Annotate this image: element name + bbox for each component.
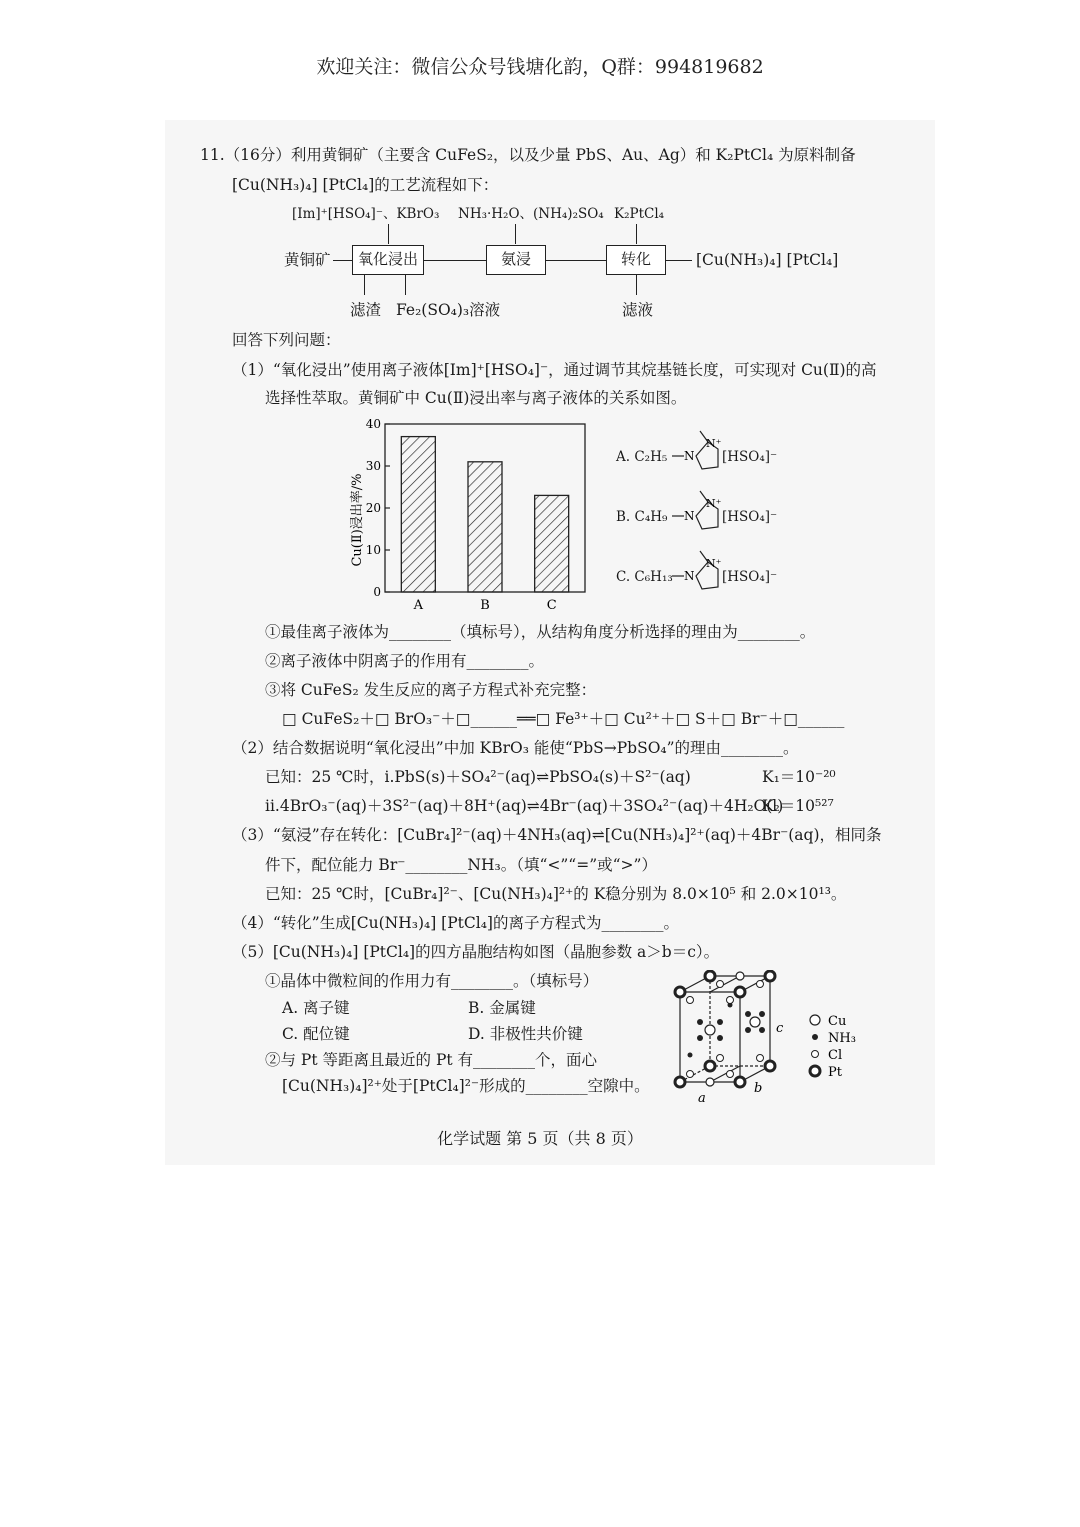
- ring-n-plus-label-a: N⁺: [706, 437, 722, 450]
- flow-arrow-3: [546, 260, 606, 261]
- flow-arrow-1: [333, 260, 352, 261]
- flow-arrow-reagent2: [515, 224, 516, 244]
- flow-arrow-4: [666, 260, 692, 261]
- legend-c-substituent: C. C₆H₁₃: [616, 569, 673, 585]
- part1-q2: ②离子液体中阴离子的作用有________。: [265, 652, 545, 670]
- bar-B: [468, 462, 502, 592]
- part5-line1: （5）[Cu(NH₃)₄] [PtCl₄]的四方晶胞结构如图（晶胞参数 a＞b＝c）。: [232, 943, 720, 961]
- y-tick-label: 40: [365, 417, 381, 431]
- part1-line2: 选择性萃取。黄铜矿中 Cu(Ⅱ)浸出率与离子液体的关系如图。: [265, 389, 687, 407]
- flow-arrow-reagent3: [636, 224, 637, 244]
- bar-C: [535, 495, 569, 592]
- part2-k2: K₂＝10⁵²⁷: [762, 797, 834, 815]
- part3-line3: 已知：25 ℃时，[CuBr₄]²⁻、[Cu(NH₃)₄]²⁺的 K稳分别为 8.0×10⁵ 和 2.0×10¹³。: [265, 885, 847, 903]
- ring-n-plus-label-c: N⁺: [706, 557, 722, 570]
- flow-arrow-out1a: [364, 275, 365, 295]
- x-category-label-C: C: [546, 598, 557, 613]
- legend-pt: Pt: [828, 1065, 842, 1080]
- page-header-watermark: 欢迎关注：微信公众号钱塘化韵，Q群：994819682: [316, 56, 764, 78]
- part1-equation: □ CuFeS₂＋□ BrO₃⁻＋□______══□ Fe³⁺＋□ Cu²⁺＋□ S＋□ Br⁻＋□______: [282, 710, 845, 728]
- flow-step-oxidative-leach: 氧化浸出: [352, 245, 424, 275]
- flow-reagent1: [Im]⁺[HSO₄]⁻、KBrO₃: [292, 206, 440, 222]
- flow-start: 黄铜矿: [284, 251, 331, 269]
- page-footer: 化学试题 第 5 页（共 8 页）: [437, 1129, 643, 1148]
- y-tick-label: 10: [365, 543, 381, 557]
- part2-k1: K₁＝10⁻²⁰: [762, 768, 836, 786]
- intro-text: 回答下列问题：: [232, 331, 341, 349]
- nh3-molecules: [688, 1003, 766, 1058]
- question-title-line2: [Cu(NH₃)₄] [PtCl₄]的工艺流程如下：: [232, 176, 499, 194]
- flow-arrow-reagent1: [388, 224, 389, 244]
- flow-reagent3: K₂PtCl₄: [614, 206, 665, 222]
- bar-A: [401, 437, 435, 592]
- part2-known-i: 已知：25 ℃时，i.PbS(s)＋SO₄²⁻(aq)⇌PbSO₄(s)＋S²⁻(aq): [265, 768, 691, 786]
- part5-q1: ①晶体中微粒间的作用力有________。（填标号）: [265, 972, 599, 990]
- legend-cl: Cl: [828, 1048, 843, 1063]
- ring-n-label-c: N: [684, 569, 695, 583]
- legend-cu: Cu: [828, 1014, 847, 1029]
- flow-out3: 滤液: [622, 301, 654, 319]
- part2-known-ii: ii.4BrO₃⁻(aq)＋3S²⁻(aq)＋8H⁺(aq)⇌4Br⁻(aq)＋3SO₄²⁻(aq)＋4H₂O(l): [265, 797, 784, 815]
- y-tick-label: 30: [365, 459, 381, 473]
- part2-line1: （2）结合数据说明“氧化浸出”中加 KBrO₃ 能使“PbS→PbSO₄”的理由________。: [232, 739, 799, 757]
- part3-line2: 件下，配位能力 Br⁻________NH₃。（填“<”“=”或“>”）: [265, 856, 657, 874]
- ring-n-plus-label-b: N⁺: [706, 497, 722, 510]
- flow-out1b: Fe₂(SO₄)₃溶液: [396, 301, 501, 319]
- part1-q3: ③将 CuFeS₂ 发生反应的离子方程式补充完整：: [265, 681, 597, 699]
- flow-arrow-out3: [636, 275, 637, 295]
- leach-rate-bar-chart: [345, 412, 600, 617]
- flow-step-ammonia-leach: 氨浸: [486, 245, 546, 275]
- question-title-line1: 11.（16分）利用黄铜矿（主要含 CuFeS₂，以及少量 PbS、Au、Ag）和 K₂PtCl₄ 为原料制备: [200, 146, 856, 164]
- x-category-label-A: A: [413, 598, 424, 613]
- legend-nh3: NH₃: [828, 1031, 856, 1046]
- flow-out1a: 滤渣: [350, 301, 382, 319]
- ring-n-label-a: N: [684, 449, 695, 463]
- crystal-cell-diagram: [668, 970, 878, 1110]
- part5-q2a: ②与 Pt 等距离且最近的 Pt 有________个，面心: [265, 1051, 598, 1069]
- flow-arrow-out1b: [405, 275, 406, 295]
- part5-option-c: C. 配位键: [282, 1025, 350, 1043]
- lattice-label-b: b: [754, 1081, 763, 1096]
- x-category-label-B: B: [480, 598, 490, 613]
- cl-atoms: [687, 981, 764, 1078]
- part5-option-b: B. 金属键: [468, 999, 536, 1017]
- legend-a-substituent: A. C₂H₅: [616, 449, 668, 465]
- flow-reagent2: NH₃·H₂O、(NH₄)₂SO₄: [458, 206, 604, 222]
- part5-q2b: [Cu(NH₃)₄]²⁺处于[PtCl₄]²⁻形成的________空隙中。: [282, 1077, 650, 1095]
- flow-arrow-2: [424, 260, 486, 261]
- part1-q1: ①最佳离子液体为________（填标号），从结构角度分析选择的理由为________。: [265, 623, 816, 641]
- crystal-legend: [810, 1014, 856, 1080]
- y-tick-label: 20: [365, 501, 381, 515]
- legend-b-anion: [HSO₄]⁻: [722, 509, 778, 525]
- legend-c-anion: [HSO₄]⁻: [722, 569, 778, 585]
- legend-a-anion: [HSO₄]⁻: [722, 449, 778, 465]
- part4-line: （4）“转化”生成[Cu(NH₃)₄] [PtCl₄]的离子方程式为________。: [232, 914, 679, 932]
- unit-cell-frame: [680, 976, 770, 1082]
- lattice-label-a: a: [698, 1091, 706, 1106]
- part5-option-a: A. 离子键: [282, 999, 350, 1017]
- part3-line1: （3）“氨浸”存在转化：[CuBr₄]²⁻(aq)＋4NH₃(aq)⇌[Cu(NH₃)₄]²⁺(aq)＋4Br⁻(aq)，相同条: [232, 826, 882, 844]
- part5-option-d: D. 非极性共价键: [468, 1025, 583, 1043]
- part1-line1: （1）“氧化浸出”使用离子液体[Im]⁺[HSO₄]⁻，通过调节其烷基链长度，可实现对 Cu(Ⅱ)的高: [232, 361, 877, 379]
- y-tick-label: 0: [373, 585, 381, 599]
- chart-y-label: Cu(Ⅱ)浸出率/%: [350, 473, 365, 567]
- legend-b-substituent: B. C₄H₉: [616, 509, 668, 525]
- flow-step-conversion: 转化: [606, 245, 666, 275]
- flow-product: [Cu(NH₃)₄] [PtCl₄]: [696, 251, 839, 269]
- lattice-label-c: c: [776, 1021, 784, 1036]
- ring-n-label-b: N: [684, 509, 695, 523]
